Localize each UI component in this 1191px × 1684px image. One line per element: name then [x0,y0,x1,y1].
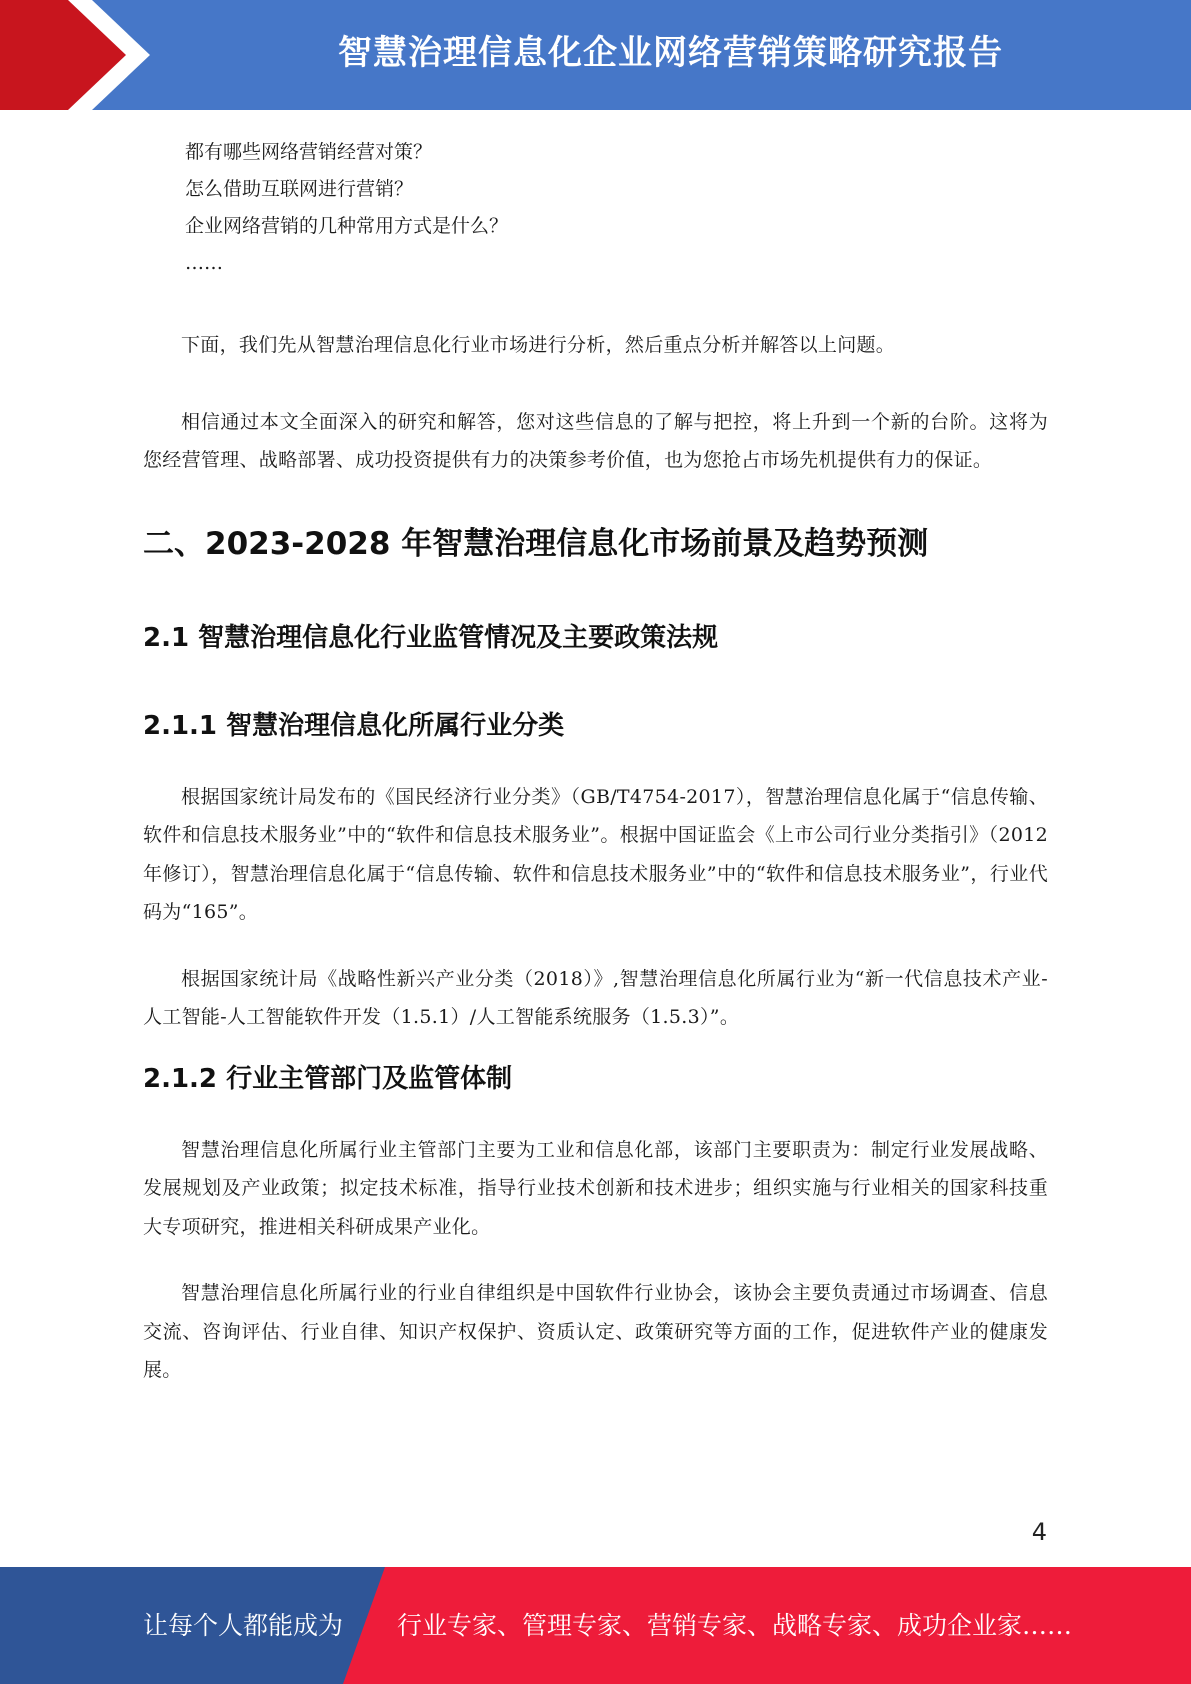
intro-paragraph: 下面，我们先从智慧治理信息化行业市场进行分析，然后重点分析并解答以上问题。 [181,334,896,356]
subsection-heading-2-1-1: 2.1.1 智慧治理信息化所属行业分类 [143,710,565,741]
document-body [143,134,1048,1390]
body-paragraph: 智慧治理信息化所属行业的行业自律组织是中国软件行业协会，该协会主要负责通过市场调查、信息交流、咨询评估、行业自律、知识产权保护、资质认定、政策研究等方面的工作，促进软件产业的健康发展。 [143,1282,1048,1381]
subsection-heading-2-1-2: 2.1.2 行业主管部门及监管体制 [143,1063,513,1094]
header-chevron-icon [0,0,160,110]
intro-question-item: 怎么借助互联网进行营销？ [185,178,414,200]
footer-slogan-right: 行业专家、管理专家、营销专家、战略专家、成功企业家…… [397,1611,1073,1640]
intro-question-list [143,134,1048,282]
section-heading-2: 二、2023-2028 年智慧治理信息化市场前景及趋势预测 [143,525,929,562]
intro-paragraph: 相信通过本文全面深入的研究和解答，您对这些信息的了解与把控，将上升到一个新的台阶。这将为您经营管理、战略部署、成功投资提供有力的决策参考价值，也为您抢占市场先机提供有力的保证。 [143,410,1048,471]
report-title: 智慧治理信息化企业网络营销策略研究报告 [338,33,1003,73]
body-paragraph: 根据国家统计局发布的《国民经济行业分类》（GB/T4754-2017），智慧治理信息化属于“信息传输、软件和信息技术服务业”中的“软件和信息技术服务业”。根据中国证监会《上市公司行业分类指引》（2012 年修订），智慧治理信息化属于“信息传输、软件和信息技术服务业”中的“软件和信息技术服务业”，行业代码为“165”。 [143,785,1048,923]
footer-slogan-left: 让每个人都能成为 [143,1611,344,1640]
subsection-heading-2-1: 2.1 智慧治理信息化行业监管情况及主要政策法规 [143,622,719,653]
intro-question-item: …… [185,252,223,274]
page-header [0,0,1191,110]
page-footer [0,1567,1191,1684]
body-paragraph: 根据国家统计局《战略性新兴产业分类（2018）》,智慧治理信息化所属行业为“新一代信息技术产业-人工智能-人工智能软件开发（1.5.1）/人工智能系统服务（1.5.3）”。 [143,967,1048,1028]
intro-question-item: 企业网络营销的几种常用方式是什么？ [185,215,509,237]
body-paragraph: 智慧治理信息化所属行业主管部门主要为工业和信息化部，该部门主要职责为：制定行业发展战略、发展规划及产业政策；拟定技术标准，指导行业技术创新和技术进步；组织实施与行业相关的国家科技重大专项研究，推进相关科研成果产业化。 [143,1138,1048,1238]
intro-question-item: 都有哪些网络营销经营对策？ [185,141,433,163]
page-number: 4 [1031,1518,1047,1546]
